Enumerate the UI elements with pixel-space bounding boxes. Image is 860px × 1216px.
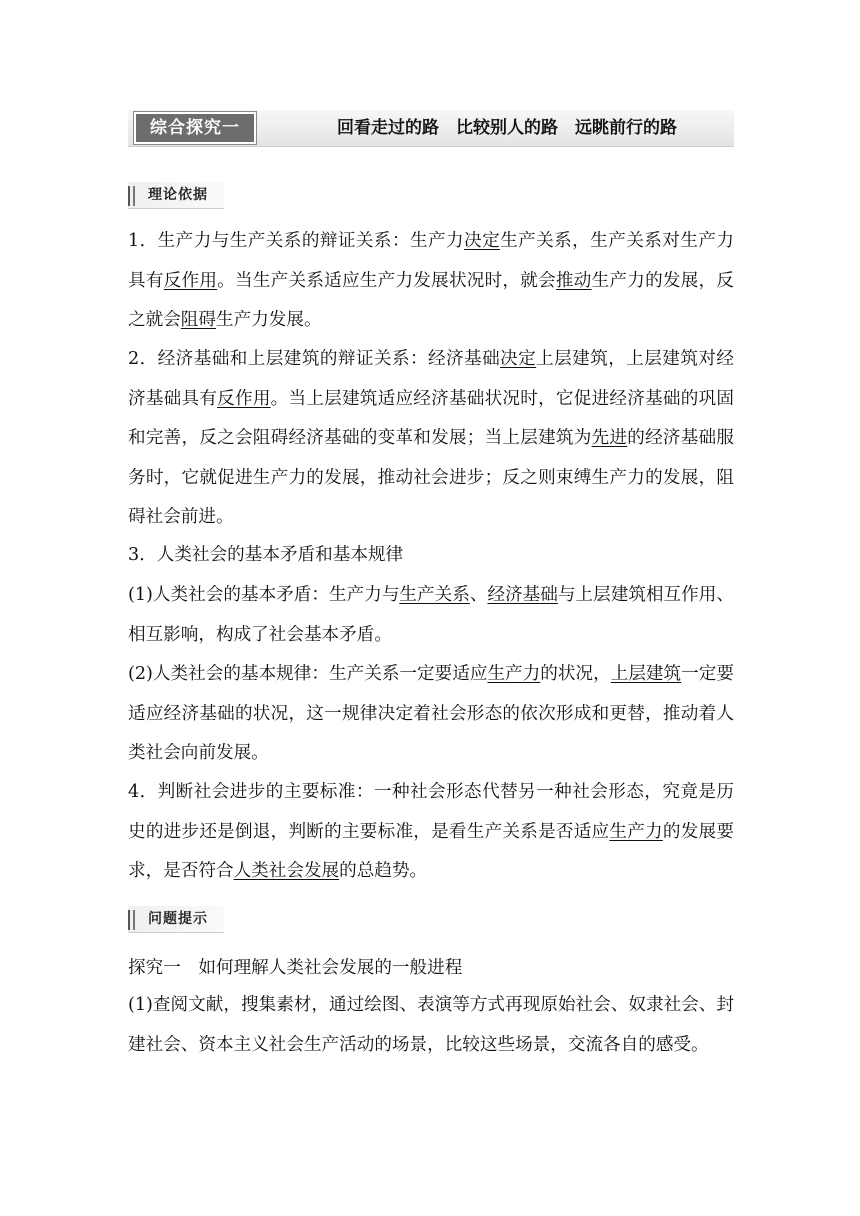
blank-answer: 反作用	[163, 270, 218, 291]
theory-paragraph-6: 4．判断社会进步的主要标准：一种社会形态代替另一种社会形态，究竟是历史的进步还是倒退，判断的主要标准，是看生产关系是否适应生产力的发展要求，是否符合人类社会发展的总趋势。	[128, 782, 734, 882]
blank-answer: 反作用	[217, 388, 271, 409]
section-label-theory	[128, 182, 224, 209]
theory-paragraph-4: (1)人类社会的基本矛盾：生产力与生产关系、经济基础与上层建筑相互作用、相互影响，构成了社会基本矛盾。	[128, 585, 734, 645]
section-label-text: 问题提示	[148, 911, 208, 927]
blank-answer: 人类社会发展	[233, 861, 340, 882]
theory-paragraph-5: (2)人类社会的基本规律：生产关系一定要适应生产力的状况，上层建筑一定要适应经济基础的状况，这一规律决定着社会形态的依次形成和更替，推动着人类社会向前发展。	[128, 664, 734, 764]
theory-paragraph-3: 3．人类社会的基本矛盾和基本规律	[128, 545, 404, 565]
blank-answer: 先进	[591, 428, 628, 449]
section-label-hints	[128, 906, 224, 933]
blank-answer: 生产力	[487, 664, 541, 684]
section-title: 回看走过的路 比较别人的路 远眺前行的路	[337, 118, 677, 138]
blank-answer: 上层建筑	[610, 664, 682, 684]
blank-answer: 经济基础	[487, 585, 558, 605]
section-label-text: 理论依据	[148, 187, 208, 203]
blank-answer: 阻碍	[180, 310, 216, 331]
blank-answer: 决定	[464, 231, 501, 251]
blank-answer: 推动	[555, 270, 592, 291]
inquiry-paragraph-1: (1)查阅文献，搜集素材，通过绘图、表演等方式再现原始社会、奴隶社会、封建社会、资本主义社会生产活动的场景，比较这些场景，交流各自的感受。	[128, 995, 734, 1055]
section-tag: 综合探究一	[134, 112, 256, 144]
blank-answer: 生产力	[609, 821, 663, 842]
blank-answer: 生产关系	[399, 585, 470, 605]
bar-marker-icon	[128, 910, 136, 930]
blank-answer: 决定	[500, 349, 537, 369]
inquiry-heading: 探究一 如何理解人类社会发展的一般进程	[128, 958, 463, 978]
bar-marker-icon	[128, 186, 136, 206]
theory-paragraph-1: 1．生产力与生产关系的辩证关系：生产力决定生产关系，生产关系对生产力具有反作用。当生产关系适应生产力发展状况时，就会推动生产力的发展，反之就会阻碍生产力发展。	[128, 231, 734, 331]
theory-paragraph-2: 2．经济基础和上层建筑的辩证关系：经济基础决定上层建筑，上层建筑对经济基础具有反作用。当上层建筑适应经济基础状况时，它促进经济基础的巩固和完善，反之会阻碍经济基础的变革和发展；当上层建筑为先进的经济基础服务时，它就促进生产力的发展，推动社会进步；反之则束缚生产力的发展，阻碍社会前进。	[128, 349, 734, 528]
